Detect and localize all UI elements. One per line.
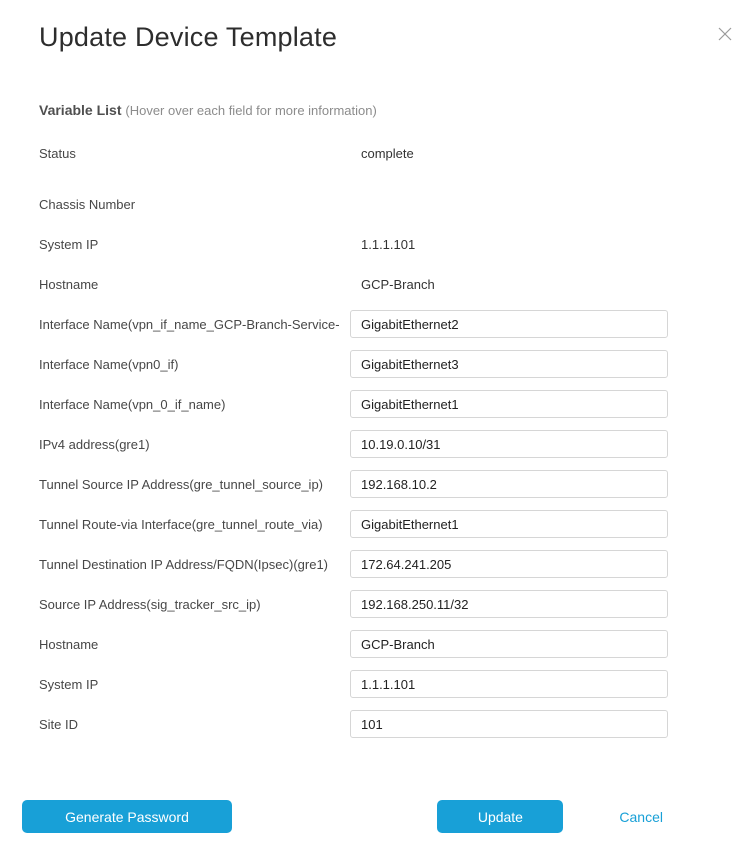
variable-row-system-ip [0,224,752,264]
field-label: System IP [39,236,99,252]
interface-name-vpn-0-if-name-input[interactable] [350,390,668,418]
interface-name-vpn0-if-input[interactable] [350,350,668,378]
variable-row-site-id [0,704,752,744]
variable-row-system-ip [0,664,752,704]
update-button[interactable]: Update [437,800,563,833]
variable-row-tunnel-route-via-interface-gre-tunnel-route-via [0,504,752,544]
variable-list-hint: (Hover over each field for more information) [125,103,377,118]
variable-list-heading: Variable List [39,102,122,118]
field-label: Interface Name(vpn_if_name_GCP-Branch-Service- [39,316,340,332]
tunnel-destination-ip-address-fqdn-ipsec-gre1-input[interactable] [350,550,668,578]
variable-list-header [39,102,713,118]
field-label: Tunnel Source IP Address(gre_tunnel_source_ip) [39,476,324,492]
interface-name-vpn-if-name-gcp-branch-service-input[interactable] [350,310,668,338]
field-label: Chassis Number [39,196,136,212]
variable-row-chassis-number [0,184,752,224]
field-label: Hostname [39,636,99,652]
field-value: GCP-Branch [361,276,435,292]
field-label: Site ID [39,716,79,732]
variable-row-hostname [0,624,752,664]
variable-row-status [0,133,752,173]
variable-row-tunnel-source-ip-address-gre-tunnel-source-ip [0,464,752,504]
variable-row-hostname [0,264,752,304]
field-label: System IP [39,676,99,692]
hostname-input[interactable] [350,630,668,658]
generate-password-button[interactable]: Generate Password [22,800,232,833]
variable-rows [0,133,752,744]
field-label: Tunnel Route-via Interface(gre_tunnel_route_via) [39,516,323,532]
field-label: Tunnel Destination IP Address/FQDN(Ipsec)(gre1) [39,556,329,572]
field-label: Status [39,145,76,161]
field-label: Interface Name(vpn0_if) [39,356,179,372]
cancel-button[interactable]: Cancel [619,808,663,825]
update-device-template-dialog [0,20,752,865]
variable-row-tunnel-destination-ip-address-fqdn-ipsec-gre1 [0,544,752,584]
field-label: Interface Name(vpn_0_if_name) [39,396,226,412]
system-ip-input[interactable] [350,670,668,698]
field-label: Source IP Address(sig_tracker_src_ip) [39,596,261,612]
close-icon[interactable] [716,25,734,43]
dialog-footer [0,800,752,833]
variable-row-interface-name-vpn-if-name-gcp-branch-service [0,304,752,344]
page-title: Update Device Template [39,22,338,52]
source-ip-address-sig-tracker-src-ip-input[interactable] [350,590,668,618]
variable-row-interface-name-vpn0-if [0,344,752,384]
ipv4-address-gre1-input[interactable] [350,430,668,458]
tunnel-source-ip-address-gre-tunnel-source-ip-input[interactable] [350,470,668,498]
field-value: 1.1.1.101 [361,236,416,252]
site-id-input[interactable] [350,710,668,738]
field-label: Hostname [39,276,99,292]
close-x-glyph [718,27,732,41]
variable-row-interface-name-vpn-0-if-name [0,384,752,424]
variable-row-source-ip-address-sig-tracker-src-ip [0,584,752,624]
footer-right-actions [437,800,663,833]
variable-row-ipv4-address-gre1 [0,424,752,464]
field-value: complete [361,145,414,161]
tunnel-route-via-interface-gre-tunnel-route-via-input[interactable] [350,510,668,538]
field-label: IPv4 address(gre1) [39,436,150,452]
